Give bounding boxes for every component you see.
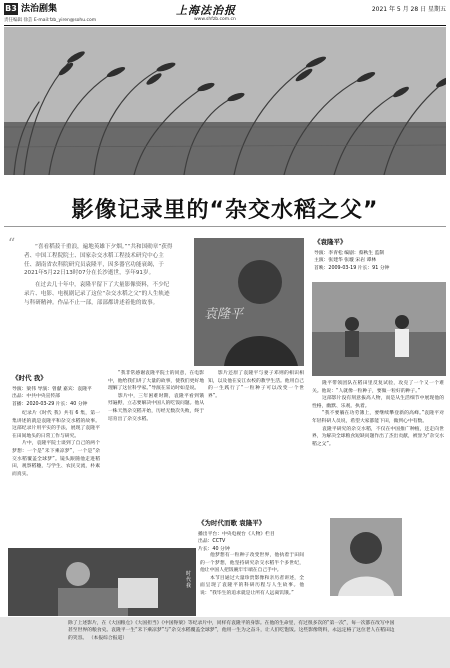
hero-rice-photo xyxy=(4,27,446,175)
field-scene-photo xyxy=(312,282,446,376)
editor-line: 责任编辑 徐芸 E-mail:fzb_yiren@sohu.com xyxy=(4,18,97,23)
masthead xyxy=(4,3,446,16)
body-paragraph: 这部影片没有刻意拔高人物，而是从生活细节中展现他的性格，幽默、乐观、执着。 xyxy=(312,396,444,409)
caption-source: （本报综合报道） xyxy=(88,635,128,641)
yuanlongping-credits xyxy=(314,239,444,272)
credit-line: 出品：CCTV xyxy=(198,539,226,544)
issue-date: 2021 年 5 月 28 日 星期五 xyxy=(371,6,446,13)
movie-poster-photo xyxy=(194,238,304,366)
photo-side-label: 时代我 xyxy=(186,571,192,589)
credit-line: 导演：梁伟 导演：曾献 嘉宾：袁隆平 xyxy=(12,386,92,392)
svg-text:袁隆平: 袁隆平 xyxy=(204,307,244,322)
bottom-caption xyxy=(68,620,398,642)
credit-line: 首播：2020-03-29 片长：40 分钟 xyxy=(12,401,88,407)
smiling-portrait-photo xyxy=(330,518,402,596)
body-paragraph: “我不要躺在功劳簿上，要继续攀登新的高峰。”袁隆平对年轻科研人员说，希望大家都能下田，做到心中有数。 xyxy=(312,411,444,424)
rice-field-illustration xyxy=(4,27,446,175)
body-paragraph: 影片中，三年困难时期，袁隆平看到饿殍遍野，立志要解决中国人的吃饭问题。他从一株天然杂交稻开始，历经无数次失败，终于培育出了杂交水稻。 xyxy=(108,393,204,422)
headline: 影像记录里的“杂交水稻之父” xyxy=(71,198,379,223)
reading-man-illustration xyxy=(8,548,196,616)
weishi-credits xyxy=(198,520,308,553)
portrait-illustration xyxy=(194,238,304,366)
body-paragraph: “我非常感谢袁隆平院士的同意，在电影中，他给我们讲了大量的故事，使我们更好地理解了这位科学家。”导演在采访时如是说。 xyxy=(108,371,204,392)
body-paragraph: 本节目通过大量珍贵影像和亲历者讲述，全面呈现了袁隆平的科研历程与人生故事。他说：“我毕生的追求就是让所有人远离饥饿。” xyxy=(200,575,304,596)
body-paragraph: 他梦想有一粒种子改变世界，他执着于田间的一个梦想，他坚持研究杂交水稻半个多世纪，他让中国人把饭碗牢牢端在自己手中。 xyxy=(200,553,304,574)
site-url: www.shfzb.com.cn xyxy=(194,17,236,22)
credit-line: 主演：张建华 张璇 宋岩 谭林 xyxy=(314,258,377,263)
shidaiwo-title: 《时代 我》 xyxy=(12,374,47,382)
shidaiwo-body xyxy=(12,410,100,550)
body-paragraph: 片中，袁隆平院士谈到了自己的两个梦想：一个是“禾下乘凉梦”，一个是“杂交水稻覆盖全球梦”。镜头跟随他走进稻田，观察稻穗，与学生、农民交流，朴素而真实。 xyxy=(12,441,100,477)
sub-masthead xyxy=(4,17,446,25)
reading-man-photo xyxy=(8,548,196,616)
credit-line: 首映：2009-03-19 片长：91 分钟 xyxy=(314,265,390,271)
article-column-middle xyxy=(208,370,304,518)
credit-line: 播出平台：中央电视台《人物》栏目 xyxy=(198,531,275,537)
weishi-body xyxy=(200,552,304,616)
article-column-right xyxy=(312,380,444,516)
section-badge: B3 xyxy=(5,4,17,13)
credit-line: 出品：中共中央宣传部 xyxy=(12,394,60,399)
weishi-title: 《为时代而歌 袁隆平》 xyxy=(198,519,266,527)
smiling-portrait-illustration xyxy=(330,518,402,596)
field-scene-illustration xyxy=(312,282,446,376)
body-paragraph: 纪录片《时代 我》共有 6 集，第一集讲述的就是袁隆平和杂交水稻的故事。这部纪录片用平实的手法，展现了袁隆平在田间地头的日常工作与研究。 xyxy=(12,411,100,439)
paper-title: 上海法治报 xyxy=(176,4,236,17)
article-column-left xyxy=(108,370,204,548)
open-quote-mark: “ xyxy=(8,236,16,252)
caption-text: 除了上述影片，在《大国粮仓》《大国担当》《中国脊梁》等纪录片中，同样有袁隆平的身影。在他的生命里，有过很多次的“第一次”，每一次都在改写中国甚至世界的粮食史。袁隆平一生“禾下乘凉梦”与“杂交水稻覆盖全球梦”，他用一生为之奋斗，让人们吃饱饭。这些影像资料，永远定格了这位老人在稻田边的笑容。 xyxy=(68,621,395,641)
yuanlongping-title: 《袁隆平》 xyxy=(314,238,347,246)
body-paragraph: 隆平带领团队在稻田里反复试验，攻克了一个又一个难关。他说：“人就像一粒种子，要做一粒好的种子。” xyxy=(312,381,444,394)
credit-line: 导演：李青松 编剧：蔡秋生 监制 xyxy=(314,250,385,256)
intro-paragraph: “喜看稻菽千重浪，遍地英雄下夕烟。”“共和国勋章”获得者、中国工程院院士、国家杂交水稻工程技术研究中心主任、湖南省农科院研究员袁隆平，因多器官功能衰竭，于2021年5月22日13时07分在长沙逝世，享年91岁。 xyxy=(24,244,173,277)
body-paragraph: 影片还原了袁隆平与妻子邓则的相识相知，以及他在安江农校的教学生活。他用自己的一生践行了“一粒种子可以改变一个世界”。 xyxy=(208,371,304,399)
credit-line: 片长：40 分钟 xyxy=(198,546,230,552)
intro-paragraph: 在过去几十年中，袁隆平留下了大量影像资料，不少纪录片、电影、电视剧记录了这位“杂交水稻之父”的人生轨迹与科研精神。作品不止一部，部部都讲述着他的故事。 xyxy=(24,282,170,306)
section-name: 法治剧集 xyxy=(21,4,58,14)
shidaiwo-credits xyxy=(12,375,102,408)
headline-rule xyxy=(4,226,446,227)
intro-text xyxy=(24,243,174,311)
body-paragraph: 袁隆平研究的杂交水稻，不仅在中国推广种植，还走向世界，为解决全球粮食短缺问题作出了杰出贡献，被誉为“杂交水稻之父”。 xyxy=(312,426,444,447)
masthead-rule xyxy=(4,25,446,26)
